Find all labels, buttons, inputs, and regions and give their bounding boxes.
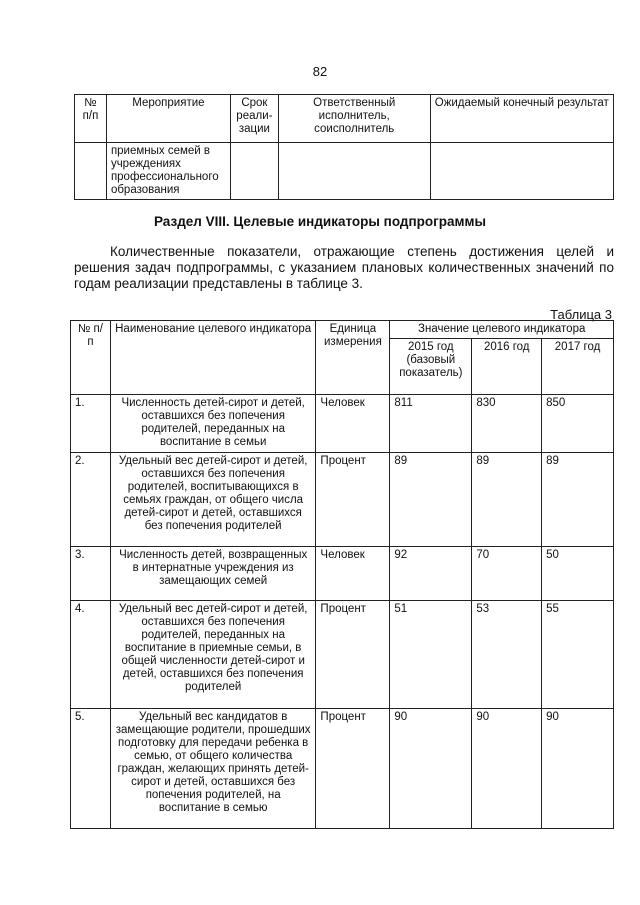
header-values-group: Значение целевого индикатора bbox=[390, 321, 614, 339]
cell-num bbox=[75, 143, 107, 200]
cell-result bbox=[430, 143, 613, 200]
cell-num: 2. bbox=[71, 453, 111, 547]
cell-unit: Процент bbox=[316, 709, 390, 829]
cell-value-2015: 89 bbox=[390, 453, 472, 547]
table-row bbox=[75, 143, 614, 200]
table-caption: Таблица 3 bbox=[550, 307, 612, 322]
header-result: Ожидаемый конечный результат bbox=[430, 95, 613, 143]
table-row bbox=[71, 601, 614, 709]
cell-value-2017: 50 bbox=[542, 547, 614, 601]
cell-value-2016: 90 bbox=[472, 709, 542, 829]
cell-num: 3. bbox=[71, 547, 111, 601]
cell-term bbox=[230, 143, 278, 200]
cell-indicator-name: Численность детей, возвращенных в интернатные учреждения из замещающих семей bbox=[110, 547, 316, 601]
target-indicators-table bbox=[70, 320, 614, 829]
cell-unit: Человек bbox=[316, 395, 390, 453]
section-title: Раздел VIII. Целевые индикаторы подпрограммы bbox=[153, 214, 486, 229]
header-measure: Мероприятие bbox=[106, 95, 230, 143]
cell-value-2016: 830 bbox=[472, 395, 542, 453]
cell-indicator-name: Численность детей-сирот и детей, оставшихся без попечения родителей, переданных на воспитание в семьи bbox=[110, 395, 316, 453]
cell-unit: Процент bbox=[316, 453, 390, 547]
header-year-2015: 2015 год (базовый показатель) bbox=[390, 339, 472, 395]
cell-measure: приемных семей в учреждениях профессионального образования bbox=[106, 143, 230, 200]
header-term: Срок реали-зации bbox=[230, 95, 278, 143]
header-num: № п/п bbox=[75, 95, 107, 143]
cell-value-2017: 850 bbox=[542, 395, 614, 453]
cell-value-2016: 70 bbox=[472, 547, 542, 601]
header-unit: Единица измерения bbox=[316, 321, 390, 395]
cell-value-2017: 55 bbox=[542, 601, 614, 709]
cell-indicator-name: Удельный вес кандидатов в замещающие родители, прошедших подготовку для передачи ребенка в семью, от общего количества граждан, желающих принять детей-сирот и детей, оставшихся без попечения родителей, на воспитание в семью bbox=[110, 709, 316, 829]
table-row bbox=[71, 395, 614, 453]
cell-unit: Процент bbox=[316, 601, 390, 709]
cell-value-2015: 51 bbox=[390, 601, 472, 709]
header-executor: Ответственный исполнитель, соисполнитель bbox=[278, 95, 430, 143]
cell-value-2015: 92 bbox=[390, 547, 472, 601]
activities-table-continuation bbox=[74, 94, 614, 200]
cell-num: 5. bbox=[71, 709, 111, 829]
header-year-2017: 2017 год bbox=[542, 339, 614, 395]
cell-value-2015: 811 bbox=[390, 395, 472, 453]
page-number: 82 bbox=[312, 64, 328, 79]
cell-unit: Человек bbox=[316, 547, 390, 601]
cell-value-2016: 89 bbox=[472, 453, 542, 547]
cell-value-2015: 90 bbox=[390, 709, 472, 829]
table-header-row bbox=[75, 95, 614, 143]
cell-executor bbox=[278, 143, 430, 200]
header-num: № п/п bbox=[71, 321, 111, 395]
cell-indicator-name: Удельный вес детей-сирот и детей, оставшихся без попечения родителей, переданных на воспитание в приемные семьи, в общей численности детей-сирот и детей, оставшихся без попечения родителей bbox=[110, 601, 316, 709]
header-year-2016: 2016 год bbox=[472, 339, 542, 395]
table-header-row bbox=[71, 321, 614, 339]
cell-num: 4. bbox=[71, 601, 111, 709]
cell-value-2016: 53 bbox=[472, 601, 542, 709]
table-row bbox=[71, 709, 614, 829]
table-row bbox=[71, 453, 614, 547]
cell-value-2017: 89 bbox=[542, 453, 614, 547]
cell-indicator-name: Удельный вес детей-сирот и детей, оставшихся без попечения родителей, воспитывающихся в семьях граждан, от общего числа детей-сирот и детей, оставшихся без попечения родителей bbox=[110, 453, 316, 547]
cell-value-2017: 90 bbox=[542, 709, 614, 829]
cell-num: 1. bbox=[71, 395, 111, 453]
section-intro: Количественные показатели, отражающие степень достижения целей и решения задач подпрограммы, с указанием плановых количественных значений по годам реализации представлены в таблице 3. bbox=[74, 244, 614, 291]
header-indicator-name: Наименование целевого индикатора bbox=[110, 321, 316, 395]
table-row bbox=[71, 547, 614, 601]
